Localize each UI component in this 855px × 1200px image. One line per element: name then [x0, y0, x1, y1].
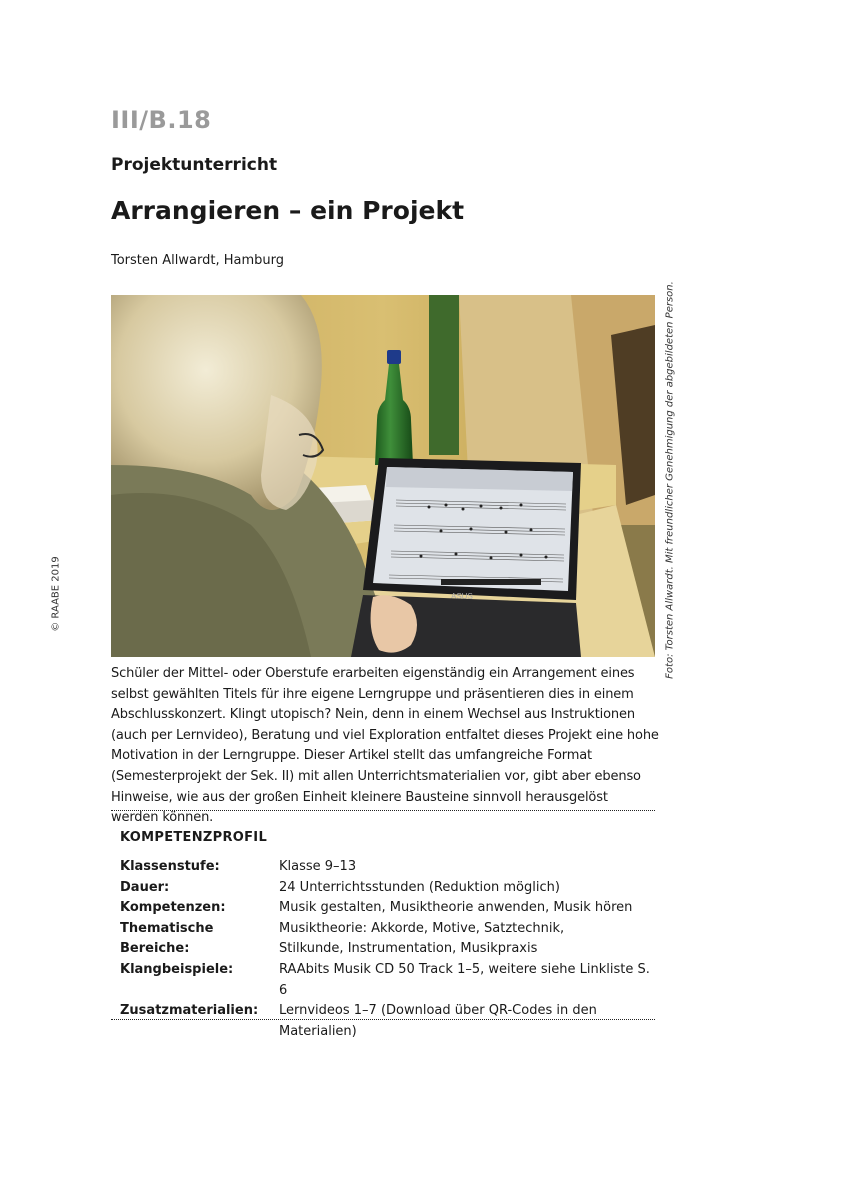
photo-credit: Foto: Torsten Allwardt. Mit freundlicher Genehmigung der abgebildeten Person. — [664, 281, 676, 679]
profile-label: Zusatzmaterialien: — [120, 1003, 259, 1019]
laptop-brand: ASUS — [451, 592, 473, 601]
profile-row-klangbeispiele — [120, 960, 660, 1001]
article-photo — [111, 295, 655, 657]
profile-heading: KOMPETENZPROFIL — [120, 830, 268, 845]
profile-label: Klassenstufe: — [120, 859, 220, 874]
profile-value: 24 Unterrichtsstunden (Reduktion möglich) — [279, 879, 560, 895]
photo-student-laptop-icon — [111, 295, 655, 657]
profile-label: Kompetenzen: — [120, 900, 226, 916]
profile-row-klassenstufe — [120, 857, 660, 878]
profile-label: Klangbeispiele: — [120, 961, 234, 977]
profile-value: Musik gestalten, Musiktheorie anwenden, Musik hören — [279, 900, 633, 916]
profile-value: RAAbits Musik CD 50 Track 1–5, weitere siehe Linkliste S. 6 — [279, 961, 650, 998]
profile-row-kompetenzen — [120, 898, 660, 919]
copyright-note: © RAABE 2019 — [50, 556, 62, 632]
divider-bottom — [111, 1019, 655, 1020]
competence-profile — [120, 857, 660, 1042]
divider-top — [111, 810, 655, 811]
profile-label: Thematische Bereiche: — [120, 920, 214, 957]
profile-value: Klasse 9–13 — [279, 859, 357, 874]
page-title: Arrangieren – ein Projekt — [111, 196, 465, 225]
profile-value: Lernvideos 1–7 (Download über QR-Codes in den Materialien) — [279, 1003, 597, 1039]
profile-row-zusatzmaterialien — [120, 1001, 660, 1042]
profile-value: Musiktheorie: Akkorde, Motive, Satztechnik, Stilkunde, Instrumentation, Musikpraxis — [279, 920, 565, 957]
section-heading: Projektunterricht — [111, 155, 278, 175]
unit-code: III/B.18 — [111, 106, 212, 134]
profile-row-dauer — [120, 878, 660, 899]
profile-row-thematische-bereiche — [120, 919, 660, 960]
intro-paragraph: Schüler der Mittel- oder Oberstufe erarbeiten eigenständig ein Arrangement eines selbst gewählten Titels für ihre eigene Lerngruppe und präsentieren dies in einem Abschlusskonzert. Klingt utopisch? Nein, denn in einem Wechsel aus Instruktionen (auch per Lernvideo), Beratung und viel Exploration entfaltet dieses Projekt eine hohe Motivation in der Lerngruppe. Dieser Artikel stellt das umfangreiche Format (Semesterprojekt der Sek. II) mit allen Unterrichtsmaterialien vor, gibt aber ebenso Hinweise, wie aus der großen Einheit kleinere Bausteine sinnvoll herausgelöst werden können. — [111, 666, 659, 826]
author-line: Torsten Allwardt, Hamburg — [111, 253, 284, 268]
profile-label: Dauer: — [120, 879, 170, 895]
